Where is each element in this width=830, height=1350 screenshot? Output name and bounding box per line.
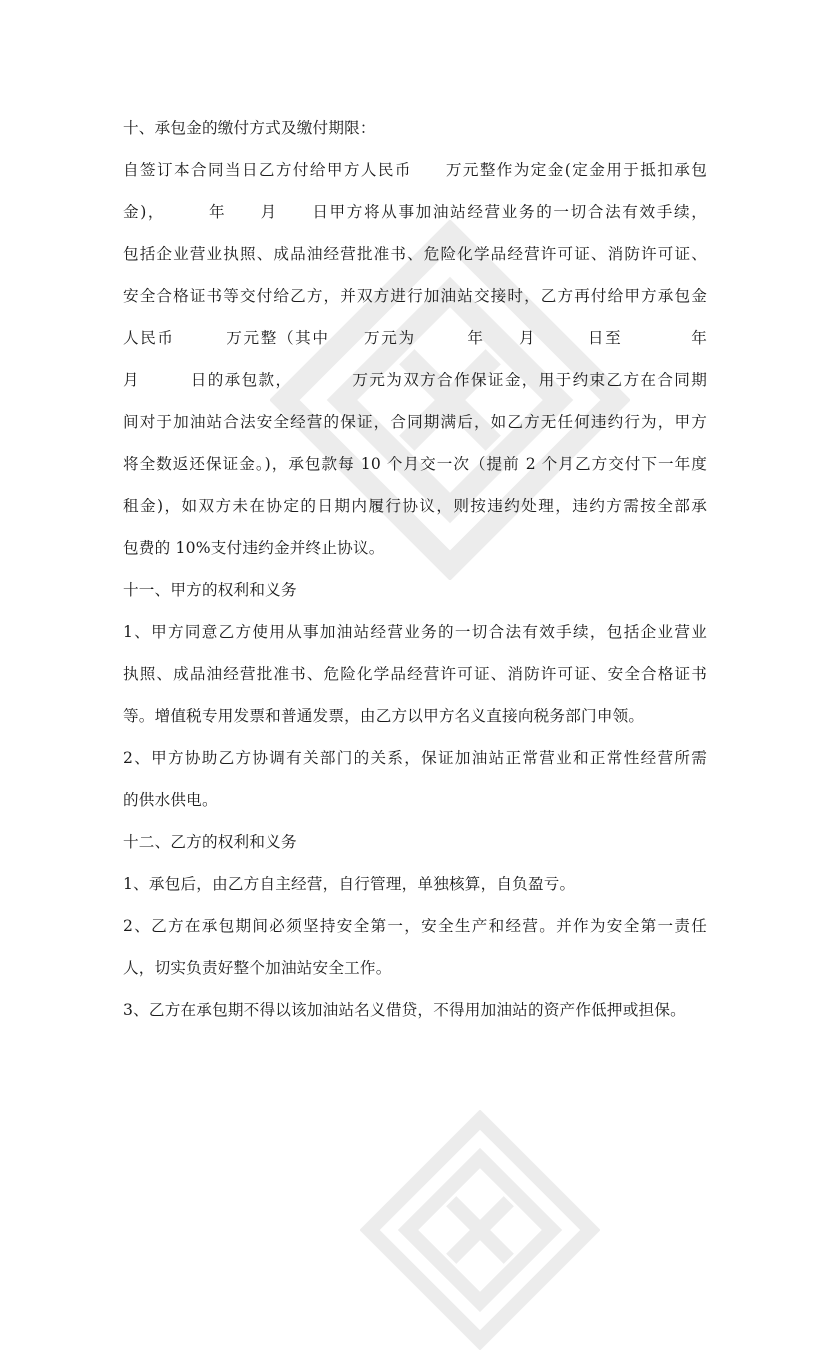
watermark-logo-icon [360,1110,600,1350]
section-heading: 十二、乙方的权利和义务 [123,833,297,851]
paragraph-line: 金)， 年 月 日甲方将从事加油站经营业务的一切合法有效手续， [123,203,707,221]
paragraph-line: 1、甲方同意乙方使用从事加油站经营业务的一切合法有效手续，包括企业营业 [123,623,707,641]
paragraph-line: 自签订本合同当日乙方付给甲方人民币 万元整作为定金(定金用于抵扣承包 [123,161,707,179]
paragraph-line: 3、乙方在承包期不得以该加油站名义借贷，不得用加油站的资产作低押或担保。 [123,1001,686,1019]
paragraph-line: 1、承包后，由乙方自主经营，自行管理，单独核算，自负盈亏。 [123,875,576,893]
paragraph-line: 等。增值税专用发票和普通发票，由乙方以甲方名义直接向税务部门申领。 [123,707,645,725]
section-heading: 十、承包金的缴付方式及缴付期限： [123,119,376,137]
paragraph-line: 的供水供电。 [123,791,218,809]
paragraph-line: 2、甲方协助乙方协调有关部门的关系，保证加油站正常营业和正常性经营所需 [123,749,707,767]
paragraph-line: 安全合格证书等交付给乙方，并双方进行加油站交接时，乙方再付给甲方承包金 [123,287,707,305]
section-heading: 十一、甲方的权利和义务 [123,581,297,599]
paragraph-line: 包费的 10%支付违约金并终止协议。 [123,539,385,557]
paragraph-line: 月 日的承包款， 万元为双方合作保证金，用于约束乙方在合同期 [123,371,707,389]
paragraph-line: 人民币 万元整（其中 万元为 年 月 日至 年 [123,329,707,347]
document-body [123,107,707,1031]
paragraph-line: 2、乙方在承包期间必须坚持安全第一，安全生产和经营。并作为安全第一责任 [123,917,707,935]
paragraph-line: 包括企业营业执照、成品油经营批准书、危险化学品经营许可证、消防许可证、 [123,245,707,263]
paragraph-line: 执照、成品油经营批准书、危险化学品经营许可证、消防许可证、安全合格证书 [123,665,707,683]
paragraph-line: 租金)，如双方未在协定的日期内履行协议，则按违约处理，违约方需按全部承 [123,497,707,515]
paragraph-line: 人，切实负责好整个加油站安全工作。 [123,959,392,977]
paragraph-line: 间对于加油站合法安全经营的保证，合同期满后，如乙方无任何违约行为，甲方 [123,413,707,431]
paragraph-line: 将全数返还保证金。)，承包款每 10 个月交一次（提前 2 个月乙方交付下一年度 [123,455,707,473]
